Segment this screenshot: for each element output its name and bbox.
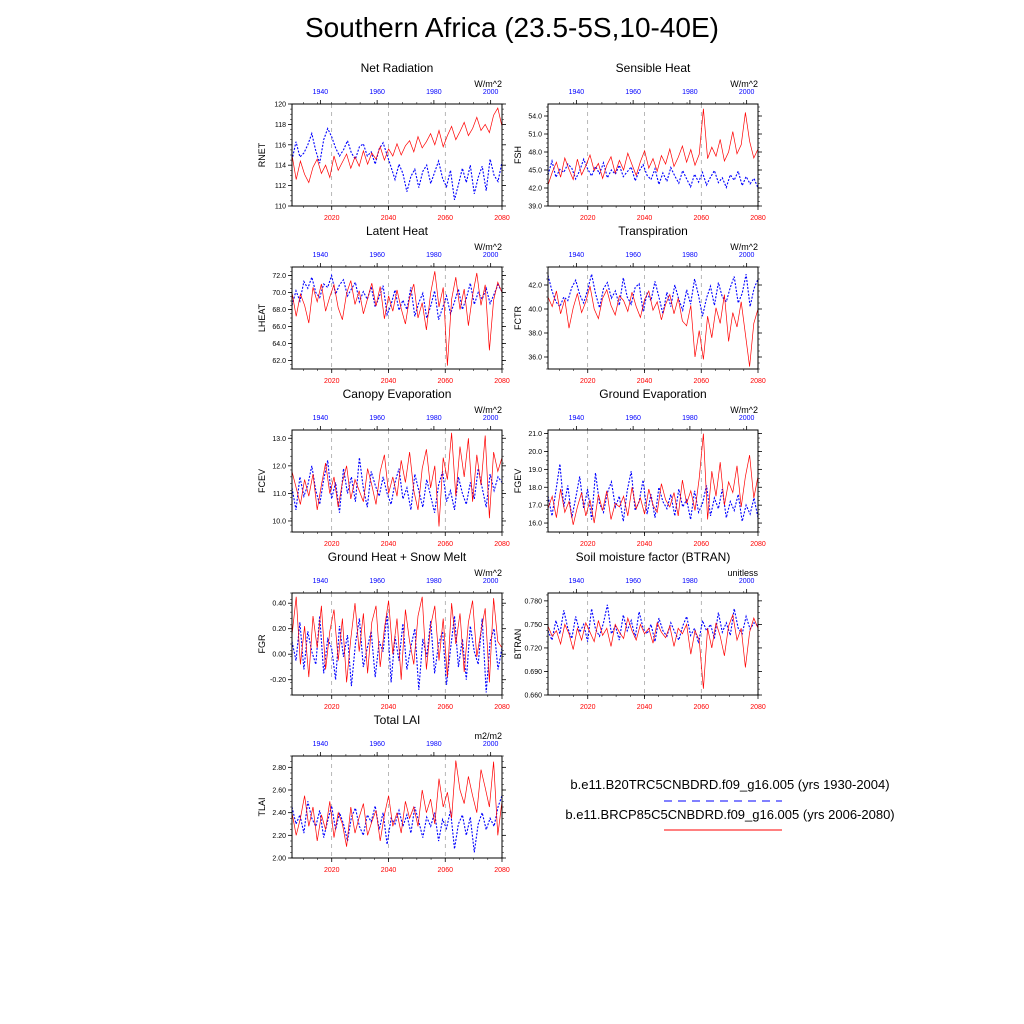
y-tick-label: 0.20 [272, 626, 286, 634]
legend-historical-swatch [664, 798, 784, 804]
x-tick-label-bottom: 2020 [323, 541, 340, 548]
y-axis-label: FGEV [513, 468, 523, 494]
x-tick-label-top: 1960 [625, 252, 641, 259]
y-tick-label: 0.40 [272, 600, 286, 608]
y-tick-label: 45.0 [528, 167, 542, 175]
x-tick-label-top: 1960 [369, 252, 385, 259]
plot-frame [292, 267, 502, 369]
x-tick-label-top: 1980 [426, 252, 442, 259]
panel-units: W/m^2 [474, 405, 502, 415]
x-tick-label-top: 1980 [682, 252, 698, 259]
legend-future-swatch [664, 827, 784, 833]
y-tick-label: 116 [274, 142, 286, 150]
x-tick-label-bottom: 2040 [380, 541, 397, 548]
y-tick-label: 36.0 [528, 354, 542, 362]
panel-rnet [257, 61, 510, 222]
y-tick-label: 66.0 [272, 324, 286, 331]
x-tick-label-bottom: 2040 [636, 704, 653, 711]
panel-fgev [513, 387, 766, 548]
y-tick-label: 11.0 [272, 490, 286, 498]
x-tick-label-bottom: 2040 [380, 867, 397, 874]
y-tick-label: 0.660 [524, 692, 542, 700]
x-tick-label-bottom: 2020 [323, 867, 340, 874]
y-tick-label: 0.00 [272, 651, 286, 659]
x-tick-label-bottom: 2020 [323, 704, 340, 711]
panel-fgr [257, 550, 510, 711]
x-tick-label-top: 1940 [312, 578, 329, 585]
y-tick-label: 64.0 [272, 341, 286, 348]
x-tick-label-top: 2000 [738, 415, 755, 422]
x-tick-label-top: 1940 [568, 89, 585, 96]
x-tick-label-bottom: 2060 [693, 541, 710, 548]
x-tick-label-bottom: 2060 [437, 704, 454, 711]
x-tick-label-top: 1960 [369, 578, 385, 585]
x-tick-label-top: 2000 [738, 578, 755, 585]
x-tick-label-bottom: 2080 [494, 378, 510, 385]
panel-title: Transpiration [618, 224, 688, 238]
plot-frame [292, 104, 502, 206]
y-tick-label: 0.690 [524, 668, 542, 676]
y-tick-label: 70.0 [272, 290, 286, 297]
y-axis-label: FSH [513, 146, 523, 164]
y-tick-label: 54.0 [528, 113, 542, 121]
x-tick-label-bottom: 2020 [579, 215, 596, 222]
y-tick-label: 2.60 [272, 787, 286, 795]
panel-units: W/m^2 [730, 242, 758, 252]
x-tick-label-bottom: 2040 [380, 704, 397, 711]
y-tick-label: 2.00 [272, 855, 286, 863]
x-tick-label-bottom: 2020 [579, 541, 596, 548]
y-tick-label: 19.0 [528, 466, 542, 474]
x-tick-label-bottom: 2080 [750, 378, 766, 385]
series-future-line [548, 286, 758, 366]
x-tick-label-bottom: 2060 [437, 867, 454, 874]
panel-lheat [257, 224, 510, 385]
panel-fctr [513, 224, 766, 385]
x-tick-label-top: 1980 [426, 415, 442, 422]
x-tick-label-bottom: 2060 [437, 378, 454, 385]
y-tick-label: 42.0 [528, 185, 542, 193]
x-tick-label-top: 1960 [625, 578, 641, 585]
panel-units: W/m^2 [474, 242, 502, 252]
figure-title: Southern Africa (23.5-5S,10-40E) [304, 12, 719, 43]
y-tick-label: -0.20 [270, 677, 286, 685]
panel-title: Total LAI [373, 713, 421, 727]
y-tick-label: 40.0 [528, 306, 542, 314]
x-tick-label-top: 1940 [568, 415, 585, 422]
y-tick-label: 38.0 [528, 330, 542, 338]
panel-units: m2/m2 [474, 731, 502, 741]
y-axis-label: LHEAT [257, 303, 267, 333]
x-tick-label-top: 2000 [738, 252, 755, 259]
x-tick-label-bottom: 2080 [750, 704, 766, 711]
y-tick-label: 16.0 [528, 520, 542, 528]
y-tick-label: 0.750 [524, 621, 542, 629]
series-historical-line [292, 613, 502, 692]
y-axis-label: FGR [257, 634, 267, 654]
x-tick-label-bottom: 2040 [380, 378, 397, 385]
x-tick-label-bottom: 2080 [494, 867, 510, 874]
y-tick-label: 62.0 [272, 358, 286, 365]
x-tick-label-top: 1940 [312, 415, 329, 422]
series-historical-line [548, 605, 758, 643]
series-future-line [292, 108, 502, 182]
y-tick-label: 2.20 [272, 832, 286, 840]
x-tick-label-top: 2000 [482, 741, 499, 748]
y-tick-label: 39.0 [528, 203, 542, 211]
x-tick-label-top: 1980 [682, 578, 698, 585]
x-tick-label-bottom: 2060 [693, 704, 710, 711]
panel-units: unitless [727, 568, 758, 578]
y-tick-label: 20.0 [528, 448, 542, 456]
y-tick-label: 68.0 [272, 307, 286, 314]
panel-fsh [513, 61, 766, 222]
y-tick-label: 0.720 [524, 645, 542, 653]
panel-title: Sensible Heat [615, 61, 691, 75]
x-tick-label-bottom: 2020 [323, 215, 340, 222]
x-tick-label-bottom: 2040 [636, 378, 653, 385]
x-tick-label-top: 1960 [369, 89, 385, 96]
x-tick-label-bottom: 2080 [750, 541, 766, 548]
plot-frame [548, 104, 758, 206]
x-tick-label-top: 1940 [312, 252, 329, 259]
panel-fcev [257, 387, 510, 548]
x-tick-label-bottom: 2020 [579, 704, 596, 711]
x-tick-label-bottom: 2080 [494, 704, 510, 711]
x-tick-label-bottom: 2080 [750, 215, 766, 222]
x-tick-label-top: 1940 [568, 252, 585, 259]
x-tick-label-bottom: 2060 [693, 378, 710, 385]
legend-historical-label: b.e11.B20TRC5CNBDRD.f09_g16.005 (yrs 1930-2004) [570, 777, 890, 792]
y-axis-label: RNET [257, 142, 267, 168]
x-tick-label-top: 1940 [312, 741, 329, 748]
panel-units: W/m^2 [474, 568, 502, 578]
panel-title: Latent Heat [365, 224, 429, 238]
x-tick-label-top: 1980 [426, 578, 442, 585]
y-tick-label: 12.0 [272, 463, 286, 471]
x-tick-label-top: 1960 [369, 415, 385, 422]
x-tick-label-top: 2000 [482, 578, 499, 585]
x-tick-label-bottom: 2080 [494, 215, 510, 222]
series-future-line [548, 109, 758, 185]
x-tick-label-top: 2000 [482, 89, 499, 96]
x-tick-label-bottom: 2040 [380, 215, 397, 222]
panel-tlai [257, 713, 510, 874]
y-tick-label: 42.0 [528, 282, 542, 290]
y-tick-label: 48.0 [528, 149, 542, 157]
x-tick-label-top: 1960 [625, 89, 641, 96]
y-axis-label: BTRAN [513, 628, 523, 660]
y-axis-label: FCEV [257, 468, 267, 494]
x-tick-label-top: 2000 [482, 415, 499, 422]
x-tick-label-bottom: 2060 [693, 215, 710, 222]
series-historical-line [292, 796, 502, 853]
y-tick-label: 17.0 [528, 502, 542, 510]
plot-frame [292, 593, 502, 695]
series-future-line [548, 615, 758, 689]
y-tick-label: 18.0 [528, 484, 542, 492]
y-tick-label: 2.80 [272, 764, 286, 772]
x-tick-label-top: 1940 [312, 89, 329, 96]
panel-title: Ground Heat + Snow Melt [327, 550, 467, 564]
plot-frame [292, 756, 502, 858]
x-tick-label-top: 1980 [426, 89, 442, 96]
y-tick-label: 72.0 [272, 273, 286, 280]
y-axis-label: FCTR [513, 306, 523, 330]
y-tick-label: 118 [274, 121, 286, 129]
x-tick-label-top: 2000 [738, 89, 755, 96]
y-tick-label: 0.780 [524, 598, 542, 606]
panel-btran [513, 550, 766, 711]
x-tick-label-top: 2000 [482, 252, 499, 259]
x-tick-label-bottom: 2020 [323, 378, 340, 385]
y-tick-label: 110 [274, 203, 286, 211]
x-tick-label-bottom: 2080 [494, 541, 510, 548]
panel-title: Soil moisture factor (BTRAN) [575, 550, 731, 564]
panel-title: Canopy Evaporation [342, 387, 452, 401]
y-tick-label: 120 [274, 101, 286, 109]
x-tick-label-bottom: 2020 [579, 378, 596, 385]
x-tick-label-bottom: 2040 [636, 215, 653, 222]
panel-units: W/m^2 [474, 79, 502, 89]
x-tick-label-bottom: 2060 [437, 541, 454, 548]
y-tick-label: 114 [274, 162, 286, 170]
panel-units: W/m^2 [730, 405, 758, 415]
y-tick-label: 21.0 [528, 431, 542, 439]
panel-units: W/m^2 [730, 79, 758, 89]
y-tick-label: 10.0 [272, 518, 286, 526]
plot-frame [548, 593, 758, 695]
y-tick-label: 2.40 [272, 810, 286, 818]
x-tick-label-bottom: 2060 [437, 215, 454, 222]
series-historical-line [548, 159, 758, 188]
x-tick-label-bottom: 2040 [636, 541, 653, 548]
x-tick-label-top: 1980 [426, 741, 442, 748]
x-tick-label-top: 1980 [682, 89, 698, 96]
y-axis-label: TLAI [257, 797, 267, 817]
x-tick-label-top: 1960 [369, 741, 385, 748]
y-tick-label: 13.0 [272, 435, 286, 443]
x-tick-label-top: 1940 [568, 578, 585, 585]
y-tick-label: 51.0 [528, 131, 542, 139]
x-tick-label-top: 1980 [682, 415, 698, 422]
y-tick-label: 112 [274, 183, 286, 191]
panel-title: Ground Evaporation [599, 387, 707, 401]
series-historical-line [292, 129, 502, 200]
series-future-line [292, 433, 502, 527]
legend-future-label: b.e11.BRCP85C5CNBDRD.f09_g16.005 (yrs 2006-2080) [565, 807, 895, 822]
x-tick-label-top: 1960 [625, 415, 641, 422]
panel-title: Net Radiation [360, 61, 434, 75]
